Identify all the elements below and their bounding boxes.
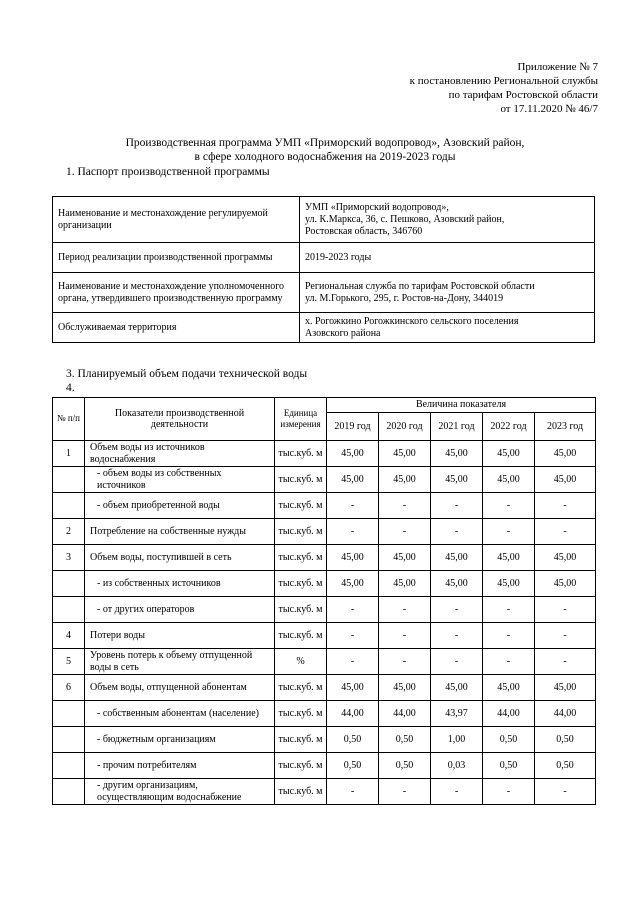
table-row — [53, 727, 596, 753]
header-year-2019: 2019 год — [327, 413, 379, 441]
row-value: - — [379, 779, 431, 805]
row-num — [53, 701, 85, 727]
row-unit: тыс.куб. м — [275, 467, 327, 493]
passport-value — [300, 243, 595, 273]
table-row — [53, 519, 596, 545]
passport-value-line: УМП «Приморский водопровод», — [305, 201, 449, 213]
table-row — [53, 701, 596, 727]
row-value: 0,50 — [535, 727, 596, 753]
row-num — [53, 597, 85, 623]
resolution-reference: к постановлению Региональной службы — [409, 75, 598, 87]
row-unit: тыс.куб. м — [275, 597, 327, 623]
header-year-2022: 2022 год — [483, 413, 535, 441]
row-value: 45,00 — [483, 441, 535, 467]
row-value: 0,50 — [327, 753, 379, 779]
row-indicator: - бюджетным организациям — [85, 727, 275, 753]
passport-value — [300, 313, 595, 343]
passport-value-line: 2019-2023 годы — [305, 251, 372, 263]
row-num — [53, 779, 85, 805]
row-value: 0,03 — [431, 753, 483, 779]
row-value: - — [431, 779, 483, 805]
row-num: 3 — [53, 545, 85, 571]
row-num: 2 — [53, 519, 85, 545]
row-value: 45,00 — [379, 441, 431, 467]
row-unit: тыс.куб. м — [275, 493, 327, 519]
row-value: - — [327, 519, 379, 545]
row-value: 0,50 — [535, 753, 596, 779]
row-value: 45,00 — [379, 675, 431, 701]
row-value: 45,00 — [535, 675, 596, 701]
section-passport-heading: 1. Паспорт производственной программы — [66, 166, 270, 178]
row-unit: тыс.куб. м — [275, 675, 327, 701]
row-value: - — [379, 597, 431, 623]
row-value: 45,00 — [483, 545, 535, 571]
row-value: - — [327, 597, 379, 623]
row-num — [53, 493, 85, 519]
row-value: 45,00 — [535, 545, 596, 571]
row-value: 1,00 — [431, 727, 483, 753]
row-value: 45,00 — [431, 675, 483, 701]
passport-value-line: Ростовская область, 346760 — [305, 225, 423, 237]
row-unit: тыс.куб. м — [275, 571, 327, 597]
passport-key: Обслуживаемая территория — [53, 313, 300, 343]
passport-row — [53, 313, 595, 343]
row-value: 45,00 — [431, 545, 483, 571]
passport-value — [300, 273, 595, 313]
passport-key: Наименование и местонахождение регулируемой организации — [53, 197, 300, 243]
row-num: 4 — [53, 623, 85, 649]
row-value: 45,00 — [327, 467, 379, 493]
resolution-date: от 17.11.2020 № 46/7 — [500, 103, 598, 115]
table-row — [53, 675, 596, 701]
header-year-2020: 2020 год — [379, 413, 431, 441]
table-row — [53, 779, 596, 805]
appendix-number: Приложение № 7 — [517, 61, 598, 73]
row-num: 6 — [53, 675, 85, 701]
row-value: - — [327, 649, 379, 675]
row-unit: тыс.куб. м — [275, 701, 327, 727]
row-value: 45,00 — [483, 571, 535, 597]
row-unit: тыс.куб. м — [275, 519, 327, 545]
row-value: 45,00 — [379, 571, 431, 597]
table-row — [53, 441, 596, 467]
header-indicator: Показатели производственной деятельности — [85, 398, 275, 441]
row-unit: тыс.куб. м — [275, 753, 327, 779]
row-indicator: - объем воды из собственных источников — [85, 467, 275, 493]
row-value: 45,00 — [431, 441, 483, 467]
table-row — [53, 545, 596, 571]
row-value: - — [535, 779, 596, 805]
row-value: - — [483, 493, 535, 519]
row-value: 45,00 — [327, 571, 379, 597]
row-num — [53, 753, 85, 779]
row-value: - — [379, 623, 431, 649]
row-value: 45,00 — [535, 571, 596, 597]
row-num: 5 — [53, 649, 85, 675]
row-num — [53, 571, 85, 597]
passport-row — [53, 197, 595, 243]
row-value: 43,97 — [431, 701, 483, 727]
row-value: - — [431, 597, 483, 623]
row-value: 45,00 — [483, 675, 535, 701]
row-value: 45,00 — [535, 467, 596, 493]
row-value: 44,00 — [483, 701, 535, 727]
row-value: 0,50 — [327, 727, 379, 753]
passport-value-line: ул. М.Горького, 295, г. Ростов-на-Дону, 344019 — [305, 292, 504, 304]
row-num: 1 — [53, 441, 85, 467]
row-value: 44,00 — [379, 701, 431, 727]
passport-row — [53, 243, 595, 273]
row-value: 0,50 — [483, 727, 535, 753]
row-indicator: Потребление на собственные нужды — [85, 519, 275, 545]
row-value: 45,00 — [379, 545, 431, 571]
title-line-2: в сфере холодного водоснабжения на 2019-2023 годы — [194, 151, 456, 163]
passport-value-line: Региональная служба по тарифам Ростовской области — [305, 280, 535, 292]
table-row — [53, 753, 596, 779]
passport-value-line: х. Рогожкино Рогожкинского сельского поселения — [305, 315, 519, 327]
row-indicator: - от других операторов — [85, 597, 275, 623]
row-value: - — [535, 597, 596, 623]
passport-value — [300, 197, 595, 243]
row-value: 0,50 — [483, 753, 535, 779]
authority-name: по тарифам Ростовской области — [448, 89, 598, 101]
header-unit: Единица измерения — [275, 398, 327, 441]
row-value: - — [431, 649, 483, 675]
row-unit: тыс.куб. м — [275, 779, 327, 805]
row-unit: тыс.куб. м — [275, 545, 327, 571]
passport-table — [52, 196, 595, 343]
row-value: 0,50 — [379, 753, 431, 779]
row-value: - — [379, 493, 431, 519]
row-indicator: Уровень потерь к объему отпущенной воды в сеть — [85, 649, 275, 675]
row-indicator: - объем приобретенной воды — [85, 493, 275, 519]
row-indicator: Объем воды, поступившей в сеть — [85, 545, 275, 571]
header-num: № п/п — [53, 398, 85, 441]
row-value: 44,00 — [535, 701, 596, 727]
row-value: - — [483, 623, 535, 649]
row-value: - — [327, 779, 379, 805]
indicators-table — [52, 397, 596, 805]
table-row — [53, 571, 596, 597]
row-indicator: - прочим потребителям — [85, 753, 275, 779]
row-num — [53, 727, 85, 753]
header-year-2021: 2021 год — [431, 413, 483, 441]
row-value: - — [327, 623, 379, 649]
row-value: 45,00 — [535, 441, 596, 467]
passport-key: Период реализации производственной программы — [53, 243, 300, 273]
section-4-number: 4. — [66, 382, 75, 394]
row-value: 45,00 — [483, 467, 535, 493]
passport-key: Наименование и местонахождение уполномоченного органа, утвердившего производственную программу — [53, 273, 300, 313]
title-line-1: Производственная программа УМП «Приморский водопровод», Азовский район, — [125, 137, 525, 149]
row-indicator: - другим организациям, осуществляющим водоснабжение — [85, 779, 275, 805]
passport-value-line: ул. К.Маркса, 36, с. Пешково, Азовский район, — [305, 213, 505, 225]
row-value: - — [483, 519, 535, 545]
row-value: - — [379, 519, 431, 545]
row-unit: тыс.куб. м — [275, 441, 327, 467]
row-unit: % — [275, 649, 327, 675]
row-value: - — [535, 519, 596, 545]
row-value: - — [431, 493, 483, 519]
row-value: - — [483, 649, 535, 675]
row-value: - — [483, 779, 535, 805]
row-value: 45,00 — [327, 441, 379, 467]
row-value: - — [379, 649, 431, 675]
row-num — [53, 467, 85, 493]
row-value: - — [431, 519, 483, 545]
row-value: 45,00 — [379, 467, 431, 493]
row-value: 45,00 — [327, 545, 379, 571]
row-value: 44,00 — [327, 701, 379, 727]
row-value: 45,00 — [431, 571, 483, 597]
document-header — [410, 60, 598, 116]
row-indicator: Объем воды из источников водоснабжения — [85, 441, 275, 467]
row-value: - — [327, 493, 379, 519]
row-indicator: - собственным абонентам (население) — [85, 701, 275, 727]
row-value: - — [535, 493, 596, 519]
table-row — [53, 597, 596, 623]
row-value: 45,00 — [431, 467, 483, 493]
table-row — [53, 649, 596, 675]
document-title — [60, 136, 590, 164]
row-value: - — [431, 623, 483, 649]
passport-value-line: Азовского района — [305, 327, 381, 339]
row-value: - — [535, 649, 596, 675]
table-row — [53, 623, 596, 649]
header-year-2023: 2023 год — [535, 413, 596, 441]
passport-row — [53, 273, 595, 313]
header-value: Величина показателя — [327, 398, 596, 413]
row-unit: тыс.куб. м — [275, 727, 327, 753]
row-indicator: - из собственных источников — [85, 571, 275, 597]
row-value: 0,50 — [379, 727, 431, 753]
row-indicator: Объем воды, отпущенной абонентам — [85, 675, 275, 701]
table-row — [53, 467, 596, 493]
table-row — [53, 493, 596, 519]
row-value: - — [483, 597, 535, 623]
row-indicator: Потери воды — [85, 623, 275, 649]
row-value: - — [535, 623, 596, 649]
section-water-volume-heading: 3. Планируемый объем подачи технической воды — [66, 368, 308, 380]
row-unit: тыс.куб. м — [275, 623, 327, 649]
row-value: 45,00 — [327, 675, 379, 701]
